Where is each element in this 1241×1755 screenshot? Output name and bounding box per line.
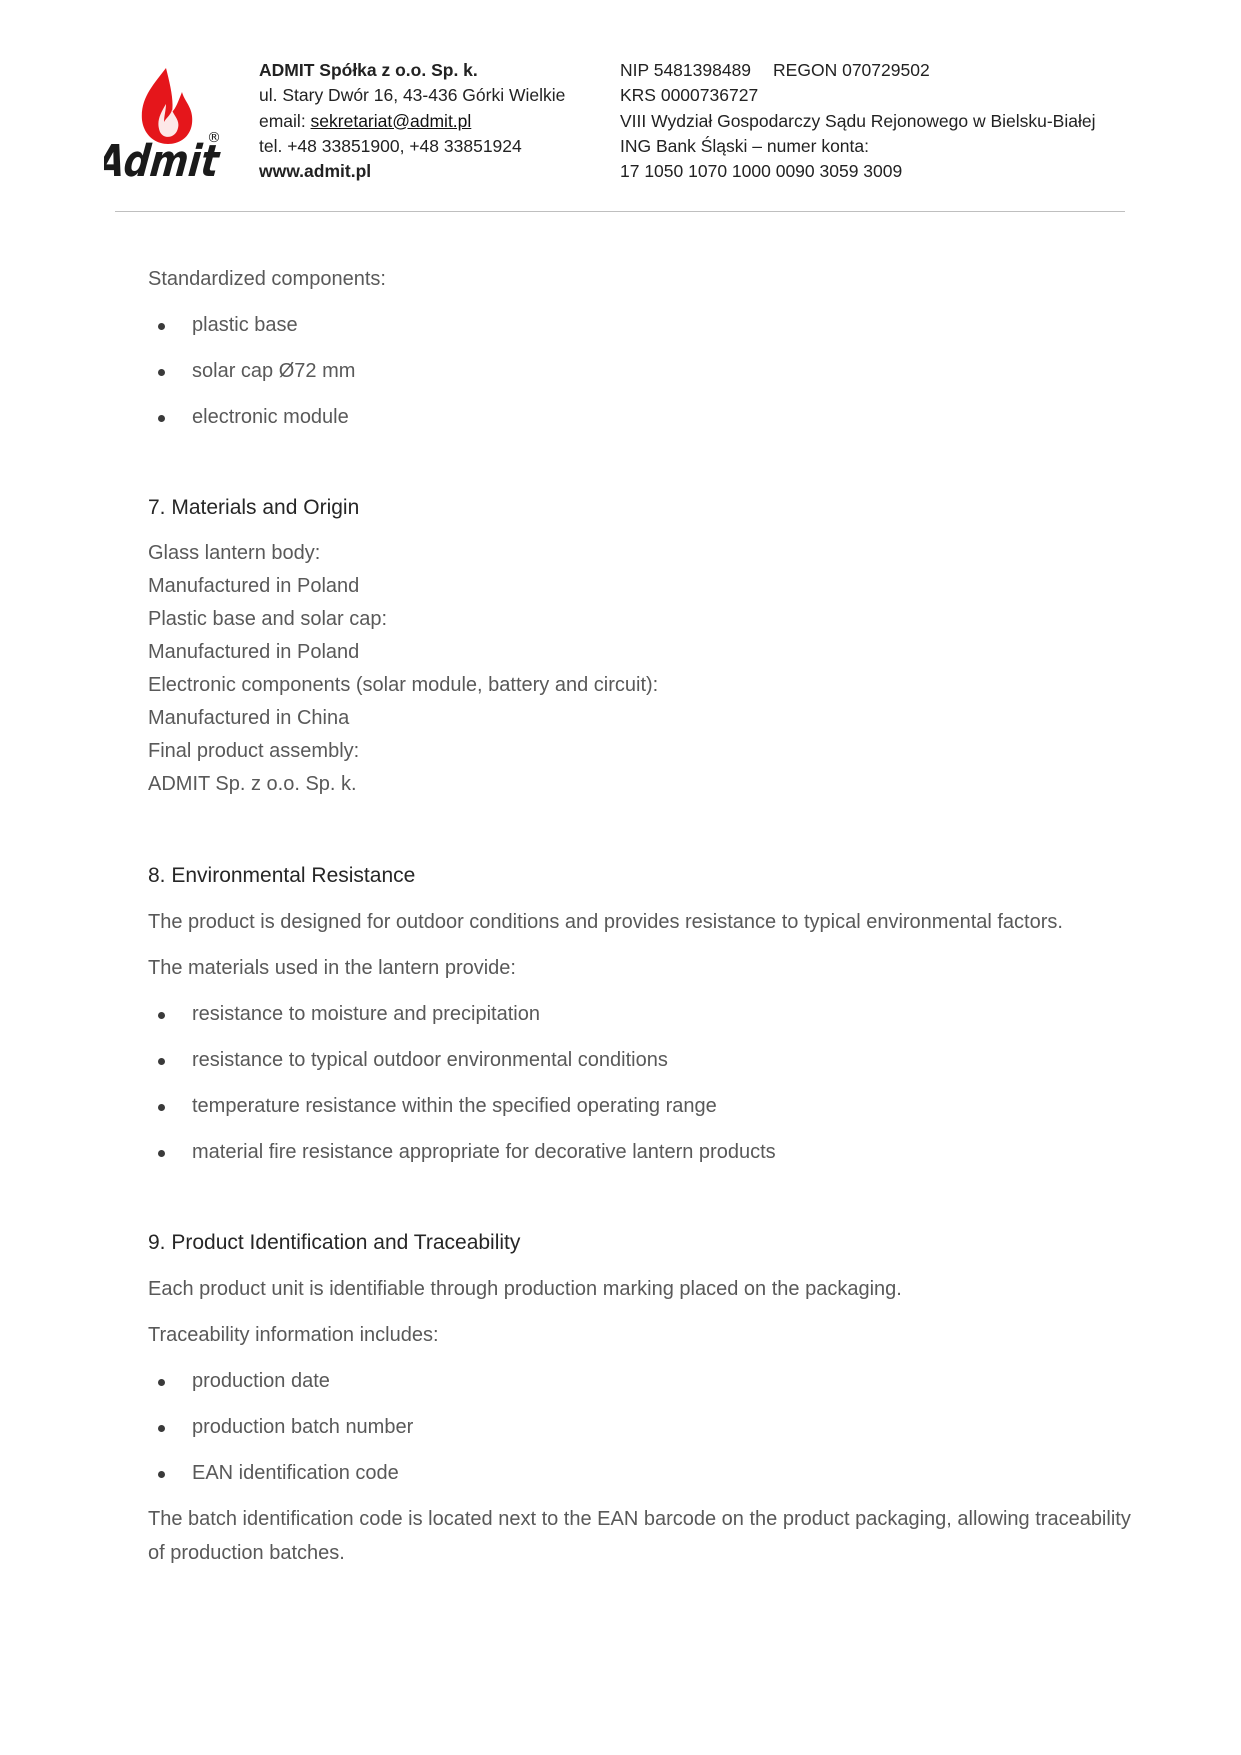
list-item: EAN identification code bbox=[148, 1444, 1138, 1490]
bullet-icon bbox=[158, 1425, 165, 1432]
bullet-icon bbox=[158, 1150, 165, 1157]
standardized-list bbox=[148, 296, 1138, 434]
materials-entry: Glass lantern body: Manufactured in Poland bbox=[148, 542, 360, 597]
krs-number: KRS 0000736727 bbox=[620, 85, 759, 106]
regon-number: REGON 070729502 bbox=[773, 60, 930, 80]
section-9-paragraph: Traceability information includes: bbox=[148, 1324, 439, 1346]
resistance-list bbox=[148, 985, 1138, 1169]
nip-number: NIP 5481398489 bbox=[620, 60, 752, 80]
company-logo bbox=[104, 64, 236, 182]
header-divider bbox=[115, 211, 1125, 212]
bank-account: 17 1050 1070 1000 0090 3059 3009 bbox=[620, 161, 903, 182]
bullet-icon bbox=[158, 369, 165, 376]
company-website[interactable]: www.admit.pl bbox=[259, 161, 372, 182]
list-item: solar cap Ø72 mm bbox=[148, 342, 1138, 388]
list-item: production date bbox=[148, 1352, 1138, 1398]
company-name: ADMIT Spółka z o.o. Sp. k. bbox=[259, 60, 478, 80]
traceability-list bbox=[148, 1352, 1138, 1490]
court-name: VIII Wydział Gospodarczy Sądu Rejonowego w Bielsku-Białej bbox=[620, 110, 1096, 131]
company-contact-block bbox=[259, 58, 565, 184]
company-email-line bbox=[259, 109, 565, 134]
materials-entry: Final product assembly: ADMIT Sp. z o.o. Sp. k. bbox=[148, 740, 360, 795]
list-item: plastic base bbox=[148, 296, 1138, 342]
list-item: resistance to typical outdoor environmental conditions bbox=[148, 1031, 1138, 1077]
materials-entries bbox=[148, 537, 1138, 801]
email-link[interactable]: sekretariat@admit.pl bbox=[310, 110, 472, 131]
list-item: material fire resistance appropriate for decorative lantern products bbox=[148, 1123, 1138, 1169]
section-8-paragraph: The materials used in the lantern provide: bbox=[148, 957, 516, 979]
section-9-title: 9. Product Identification and Traceability bbox=[148, 1231, 521, 1254]
section-8-title: 8. Environmental Resistance bbox=[148, 864, 416, 887]
registered-mark: ® bbox=[207, 130, 221, 146]
bullet-icon bbox=[158, 1012, 165, 1019]
section-9-paragraph: Each product unit is identifiable through production marking placed on the packaging. bbox=[148, 1278, 902, 1300]
nip-regon-line bbox=[620, 58, 1095, 83]
bullet-icon bbox=[158, 1471, 165, 1478]
section-9-paragraph: The batch identification code is located next to the EAN barcode on the product packaging, allowing traceability of production batches. bbox=[148, 1508, 1131, 1564]
materials-entry: Electronic components (solar module, battery and circuit): Manufactured in China bbox=[148, 674, 659, 729]
company-address: ul. Stary Dwór 16, 43-436 Górki Wielkie bbox=[259, 85, 566, 106]
section-7-title: 7. Materials and Origin bbox=[148, 496, 360, 519]
materials-entry: Plastic base and solar cap: Manufactured in Poland bbox=[148, 608, 388, 663]
logo-wordmark: Admit bbox=[104, 136, 236, 182]
standardized-lead: Standardized components: bbox=[148, 268, 386, 290]
document-body bbox=[148, 262, 1138, 1570]
section-8-paragraph: The product is designed for outdoor conditions and provides resistance to typical environmental factors. bbox=[148, 911, 1063, 933]
bank-name: ING Bank Śląski – numer konta: bbox=[620, 135, 869, 156]
list-item: electronic module bbox=[148, 388, 1138, 434]
company-registry-block bbox=[620, 58, 1095, 184]
bullet-icon bbox=[158, 323, 165, 330]
list-item: production batch number bbox=[148, 1398, 1138, 1444]
bullet-icon bbox=[158, 1058, 165, 1065]
bullet-icon bbox=[158, 1379, 165, 1386]
company-phone: tel. +48 33851900, +48 33851924 bbox=[259, 135, 522, 156]
bullet-icon bbox=[158, 415, 165, 422]
list-item: resistance to moisture and precipitation bbox=[148, 985, 1138, 1031]
list-item: temperature resistance within the specified operating range bbox=[148, 1077, 1138, 1123]
bullet-icon bbox=[158, 1104, 165, 1111]
email-label: email: bbox=[259, 110, 311, 131]
